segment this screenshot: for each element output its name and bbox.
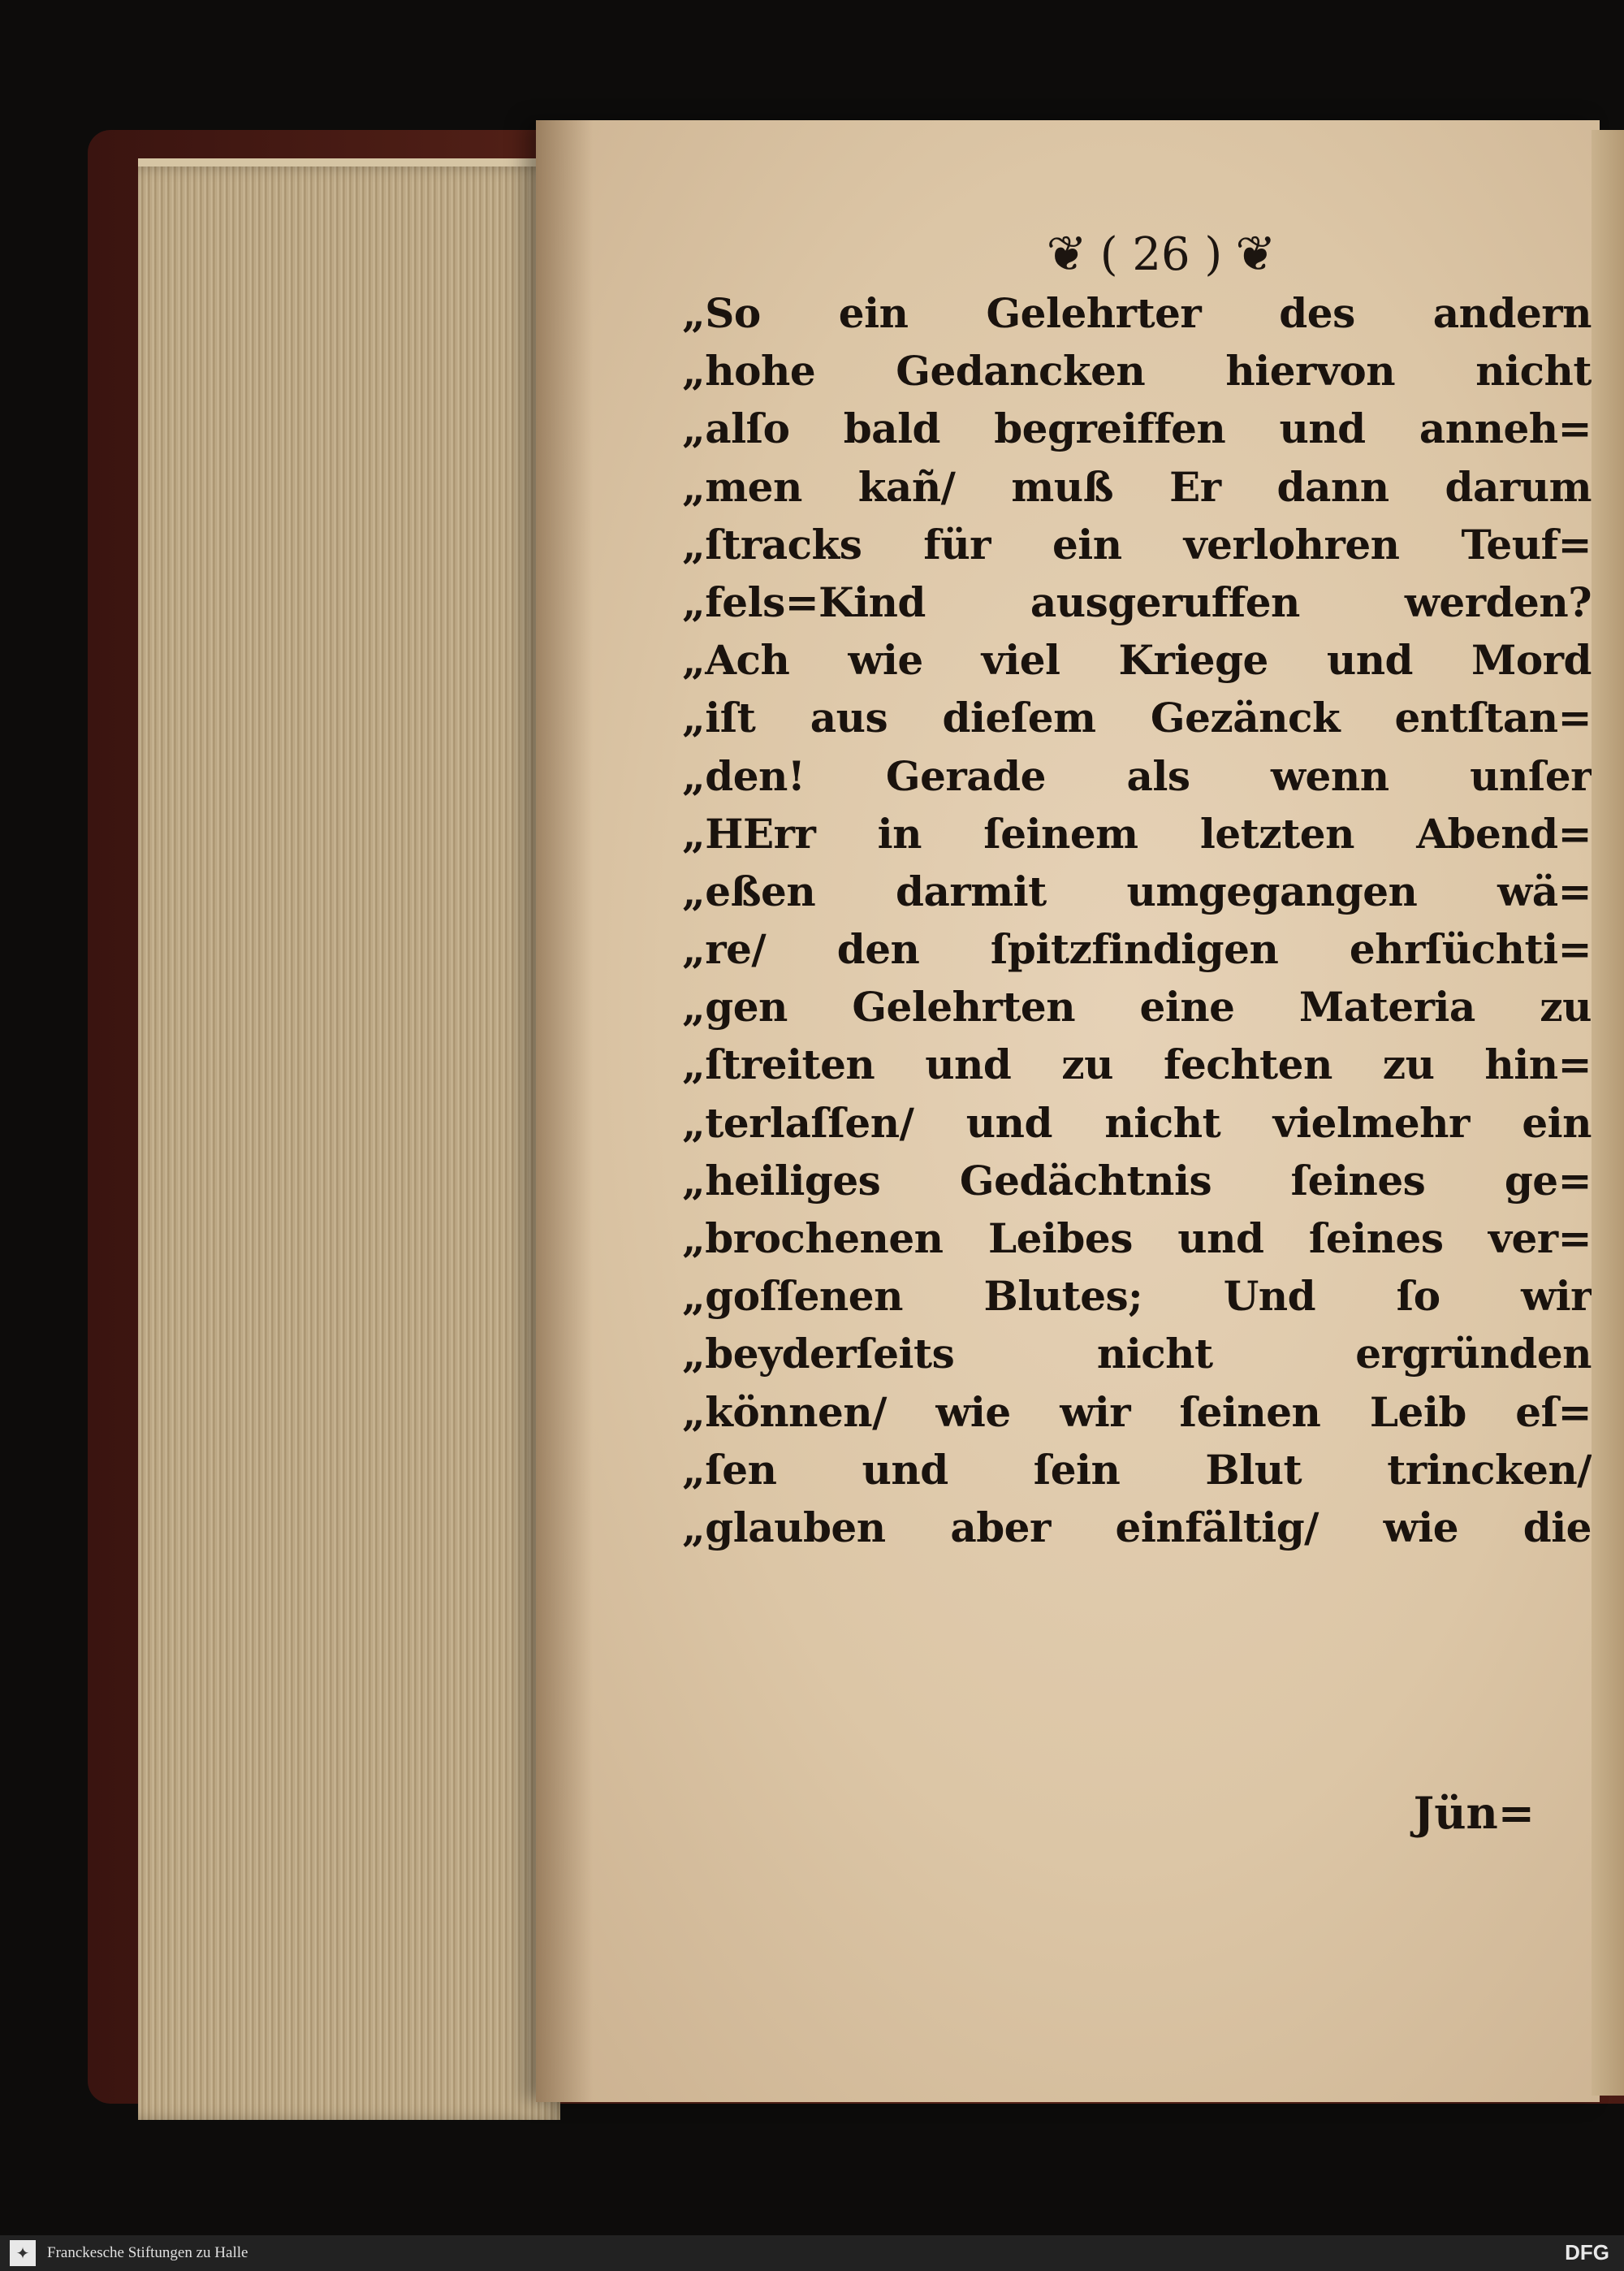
institution-name: Franckesche Stiftungen zu Halle bbox=[47, 2244, 248, 2261]
text-line: „hohe Gedancken hiervon nicht bbox=[682, 347, 1592, 396]
text-line: „terlaſſen/ und nicht vielmehr ein bbox=[682, 1098, 1592, 1147]
text-line: „re/ den ſpitzfindigen ehrſüchti= bbox=[682, 925, 1592, 974]
catchword: Jün= bbox=[1413, 1787, 1535, 1839]
text-line: „Ach wie viel Kriege und Mord bbox=[682, 636, 1592, 685]
page-text-block bbox=[682, 284, 1592, 1556]
page-gutter-shadow bbox=[536, 120, 593, 2102]
ornament-left-icon: ❦ bbox=[1046, 226, 1087, 283]
text-line: „brochenen Leibes und ſeines ver= bbox=[682, 1214, 1592, 1262]
text-line: „So ein Gelehrter des andern bbox=[682, 289, 1592, 337]
text-line: „heiliges Gedächtnis ſeines ge= bbox=[682, 1156, 1592, 1205]
text-line: „können/ wie wir ſeinen Leib eſ= bbox=[682, 1387, 1592, 1436]
footer-bar bbox=[0, 2235, 1624, 2271]
text-line: „glauben aber einfältig/ wie die bbox=[682, 1503, 1592, 1551]
text-line: „eßen darmit umgegangen wä= bbox=[682, 867, 1592, 915]
text-line: „ſen und ſein Blut trincken/ bbox=[682, 1445, 1592, 1494]
text-line: „iſt aus dieſem Gezänck entſtan= bbox=[682, 694, 1592, 742]
text-line: „ſtracks für ein verlohren Teuf= bbox=[682, 520, 1592, 569]
text-line: „men kañ/ muß Er dann darum bbox=[682, 462, 1592, 511]
dfg-logo: DFG bbox=[1565, 2240, 1609, 2265]
text-line: „fels=Kind ausgeruffen werden? bbox=[682, 577, 1592, 626]
text-line: „den! Gerade als wenn unſer bbox=[682, 751, 1592, 800]
text-line: „gen Gelehrten eine Materia zu bbox=[682, 983, 1592, 1032]
ornament-right-icon: ❦ bbox=[1235, 226, 1276, 283]
page-number: ( 26 ) bbox=[1099, 227, 1223, 281]
text-line: „beyderſeits nicht ergründen bbox=[682, 1330, 1592, 1378]
text-line: „goſſenen Blutes; Und ſo wir bbox=[682, 1272, 1592, 1321]
text-line: „alſo bald begreiffen und anneh= bbox=[682, 404, 1592, 453]
page-header bbox=[974, 218, 1348, 291]
facing-page-edge bbox=[1592, 130, 1624, 2096]
institution-logo-icon: ✦ bbox=[10, 2240, 36, 2266]
text-line: „ſtreiten und zu fechten zu hin= bbox=[682, 1040, 1592, 1089]
text-line: „HErr in ſeinem letzten Abend= bbox=[682, 809, 1592, 858]
page-stack-edge bbox=[138, 167, 560, 2120]
